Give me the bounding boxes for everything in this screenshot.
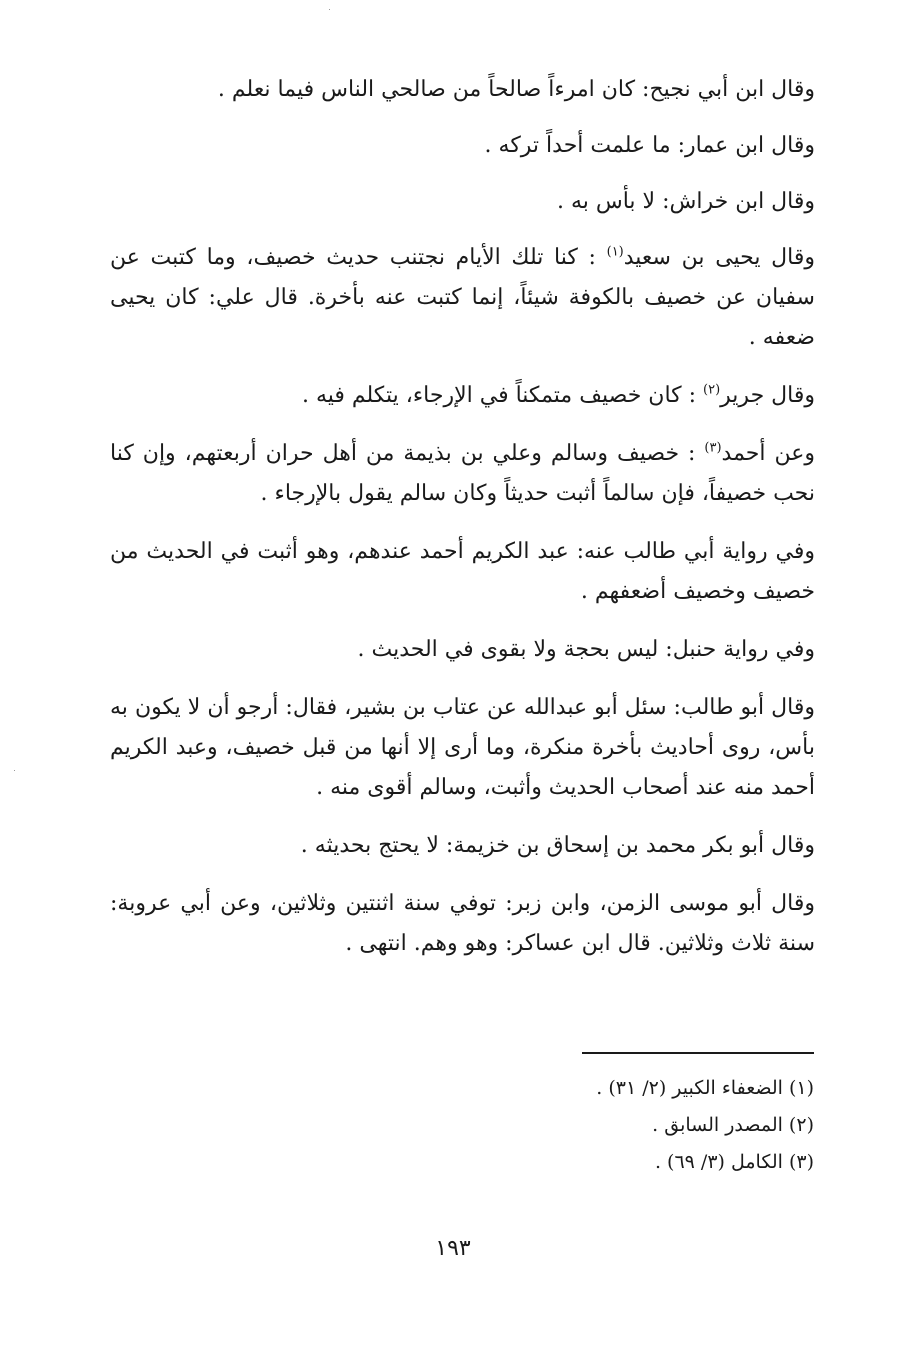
footnotes (314, 1070, 814, 1181)
paragraph-3: وقال ابن خراش: لا بأس به . (556, 189, 815, 214)
footnote-2: (٢) المصدر السابق . (652, 1114, 814, 1136)
footnote-ref-3: (٣) (704, 440, 722, 456)
footnote-divider (582, 1052, 814, 1054)
paragraph-1: وقال ابن أبي نجيح: كان امرءاً صالحاً من صالحي الناس فيما نعلم . (217, 77, 815, 102)
paragraph-5-body: : كان خصيف متمكناً في الإرجاء، يتكلم فيه . (301, 383, 704, 408)
paragraph-4-lead: وقال يحيى بن سعيد (623, 245, 815, 270)
footnote-ref-2: (٢) (703, 382, 721, 398)
scan-speck (329, 9, 330, 10)
paragraph-5-lead: وقال جرير (720, 383, 815, 408)
paragraph-6-body: : خصيف وسالم وعلي بن بذيمة من أهل حران أربعتهم، وإن كنا نحب خصيفاً، فإن سالماً أثبت حديثاً وكان سالم يقول بالإرجاء . (110, 441, 815, 506)
paragraph-8: وفي رواية حنبل: ليس بحجة ولا بقوى في الحديث . (357, 637, 815, 662)
scan-speck (14, 770, 15, 771)
paragraph-6-lead: وعن أحمد (721, 441, 815, 466)
paragraph-10: وقال أبو بكر محمد بن إسحاق بن خزيمة: لا يحتج بحديثه . (300, 833, 815, 858)
paragraph-7: وفي رواية أبي طالب عنه: عبد الكريم أحمد عندهم، وهو أثبت في الحديث من خصيف وخصيف أضعفهم . (110, 539, 815, 604)
footnote-1: (١) الضعفاء الكبير (٢/ ٣١) . (596, 1077, 814, 1099)
paragraph-9: وقال أبو طالب: سئل أبو عبدالله عن عتاب بن بشير، فقال: أرجو أن لا يكون به بأس، روى أحاديث بأخرة منكرة، وما أرى إلا أنها من قبل خصيف، وعبد الكريم أحمد منه عند أصحاب الحديث وأثبت، وسالم أقوى منه . (110, 695, 815, 800)
paragraph-5 (110, 376, 815, 416)
footnote-3: (٣) الكامل (٣/ ٦٩) . (654, 1151, 814, 1173)
paragraph-6 (110, 434, 815, 514)
page-number: ١٩٣ (435, 1236, 471, 1261)
paragraph-4-body: : كنا تلك الأيام نجتنب حديث خصيف، وما كتبت عن سفيان عن خصيف بالكوفة شيئاً، إنما كتبت عنه بأخرة. قال علي: كان يحيى ضعفه . (110, 245, 815, 350)
page-body (110, 70, 815, 982)
paragraph-11: وقال أبو موسى الزمن، وابن زبر: توفي سنة اثنتين وثلاثين، وعن أبي عروبة: سنة ثلاث وثلاثين. قال ابن عساكر: وهو وهم. انتهى . (110, 891, 815, 956)
footnote-ref-1: (١) (606, 244, 624, 260)
paragraph-2: وقال ابن عمار: ما علمت أحداً تركه . (484, 133, 815, 158)
paragraph-4 (110, 238, 815, 358)
